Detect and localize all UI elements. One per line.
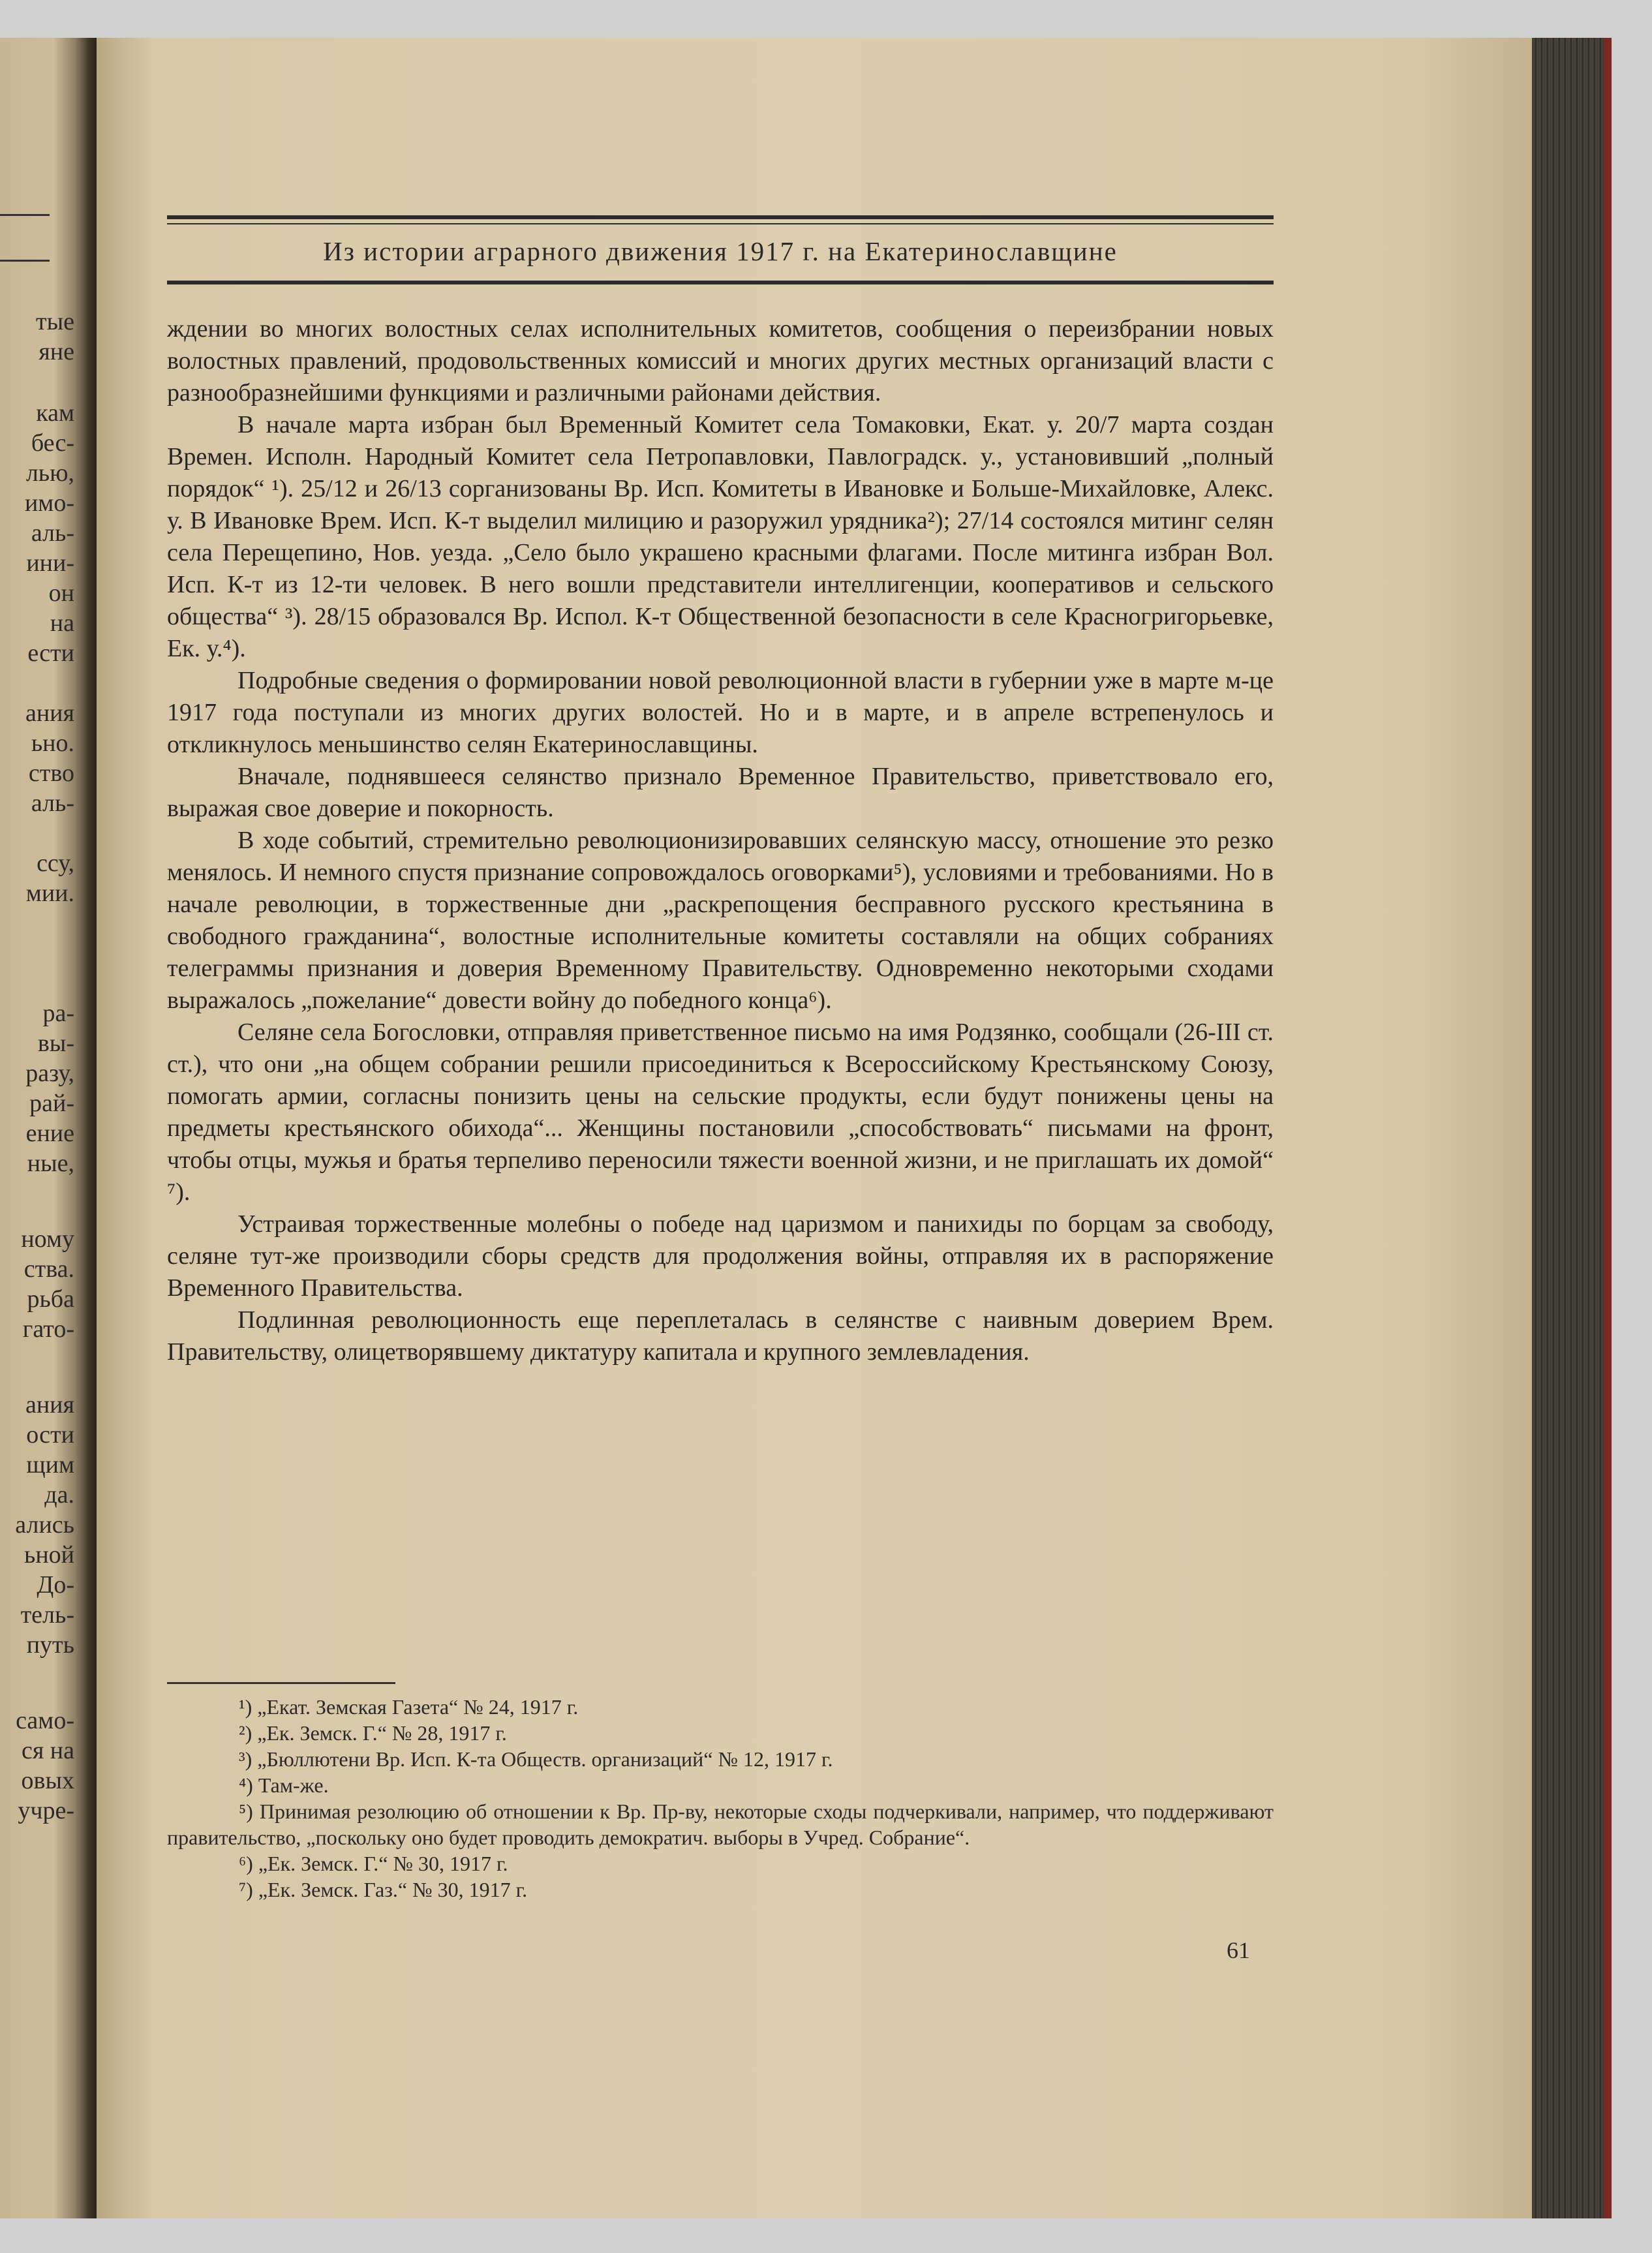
footnote xyxy=(167,1746,1274,1772)
left-page-edge xyxy=(0,38,97,2218)
header-title: Из истории аграрного движения 1917 г. на Екатеринославщине xyxy=(323,236,1118,266)
left-page-fragment: ные, xyxy=(27,1150,74,1177)
left-page-fragment: ение xyxy=(25,1120,74,1147)
left-page-fragment: разу, xyxy=(25,1060,74,1087)
left-page-fragment: ссу, xyxy=(37,850,74,877)
footnote-rule xyxy=(167,1682,395,1684)
footnote xyxy=(167,1720,1274,1746)
paragraph: Устраивая торжественные молебны о победе над царизмом и панихиды по борцам за свободу, селяне тут-же производили сборы средств для продолжения войны, отправляя их в распоряжение Временного Правительства. xyxy=(167,1210,1274,1302)
footnote-text: „Ек. Земск. Газ.“ № 30, 1917 г. xyxy=(258,1878,528,1901)
footnote-mark: ⁷) xyxy=(239,1878,253,1901)
left-page-fragment: да. xyxy=(44,1481,74,1509)
running-header xyxy=(167,215,1274,284)
left-page-fragment: тель- xyxy=(20,1601,74,1629)
footnote-text: „Екат. Земская Газета“ № 24, 1917 г. xyxy=(257,1695,579,1719)
left-page-fragment: ались xyxy=(15,1511,74,1539)
footnotes xyxy=(167,1694,1274,1903)
left-page-rule xyxy=(0,260,50,262)
left-page-fragment: лью, xyxy=(25,459,74,487)
left-page-fragment: рьба xyxy=(27,1285,74,1313)
left-page-fragment: ра- xyxy=(42,1000,74,1027)
footnote xyxy=(167,1772,1274,1798)
footnote-mark: ¹) xyxy=(239,1695,252,1719)
left-page-fragment: яне xyxy=(38,338,74,365)
left-page-fragment: тые xyxy=(35,308,74,335)
footnote xyxy=(167,1850,1274,1877)
footnote-mark: ³) xyxy=(239,1747,252,1771)
body-text xyxy=(167,313,1274,1368)
left-page-fragment: ному xyxy=(21,1225,74,1253)
paragraph: В ходе событий, стремительно революционизировавших селянскую массу, отношение это резко менялось. И немного спустя признание сопровождалось оговорками⁵), условиями и требованиями. Но в начале революции, в торжественные дни „раскрепощения бесправного русского крестьянина в свободного гражданина“, волостные исполнительные комитеты составляли на общих собраниях телеграммы признания и доверия Временному Правительству. Одновременно некоторыми сходами выражалось „пожелание“ довести войну до победного конца⁶). xyxy=(167,827,1274,1014)
paragraph: Селяне села Богословки, отправляя приветственное письмо на имя Родзянко, сообщали (26-III ст. ст.), что они „на общем собрании решили присоединиться к Всероссийскому Крестьянскому Союзу, помогать армии, согласны понизить цены на сельские продукты, если будут понижены цены на предметы крестьянского обихода“... Женщины постановили „способствовать“ письмами на фронт, чтобы отцы, мужья и братья терпеливо переносили тяжести военной жизни, и не приглашать их домой“ ⁷). xyxy=(167,1019,1274,1206)
left-page-fragment: рай- xyxy=(29,1090,74,1117)
left-page-fragment: ьной xyxy=(23,1541,74,1569)
footnote xyxy=(167,1877,1274,1903)
paragraph: ждении во многих волостных селах исполнительных комитетов, сообщения о переизбрании новых волостных правлений, продовольственных комиссий и многих других местных организаций власти с разнообразнейшими функциями и различными районами действия. xyxy=(167,315,1274,406)
left-page-fragment: вы- xyxy=(37,1030,74,1057)
left-page-fragment: ости xyxy=(26,1421,74,1448)
footnote-text: „Ек. Земск. Г.“ № 30, 1917 г. xyxy=(258,1852,508,1875)
left-page-fragment: До- xyxy=(37,1571,74,1599)
left-page-fragment: кам xyxy=(36,399,74,427)
footnote xyxy=(167,1694,1274,1720)
footnote-mark: ⁶) xyxy=(239,1852,253,1875)
left-page-fragment: мии. xyxy=(25,880,74,907)
left-page-fragment: овых xyxy=(21,1767,74,1794)
left-page-fragment: бес- xyxy=(31,429,74,457)
left-page-fragment: ство xyxy=(28,759,74,787)
left-page-fragment: аль- xyxy=(31,519,74,547)
left-page-fragment: гато- xyxy=(22,1315,74,1343)
footnote-mark: ⁴) xyxy=(239,1773,253,1797)
left-page-fragment: аль- xyxy=(31,789,74,817)
paragraph: Подлинная революционность еще переплеталась в селянстве с наивным доверием Врем. Правительству, олицетворявшему диктатуру капитала и крупного землевладения. xyxy=(167,1306,1274,1366)
left-page-fragment: само- xyxy=(16,1707,74,1734)
left-page-fragment: ания xyxy=(25,699,74,727)
left-page-fragment: на xyxy=(50,609,74,637)
paragraph: В начале марта избран был Временный Комитет села Томаковки, Екат. у. 20/7 марта создан Времен. Исполн. Народный Комитет села Петропавловки, Павлоградск. у., установивший „полный порядок“ ¹). 25/12 и 26/13 сорганизованы Вр. Исп. Комитеты в Ивановке и Больше-Михайловке, Алекс. у. В Ивановке Врем. Исп. К-т выделил милицию и разоружил урядника²); 27/14 состоялся митинг селян села Перещепино, Нов. уезда. „Село было украшено красными флагами. После митинга избран Вол. Исп. К-т из 12-ти человек. В него вошли представители интеллигенции, кооперативов и сельского общества“ ³). 28/15 образовался Вр. Испол. К-т Общественной безопасности в селе Красногригорьевке, Ек. у.⁴). xyxy=(167,411,1274,662)
footnote-text: Там-же. xyxy=(258,1773,329,1797)
footnote-mark: ⁵) xyxy=(239,1800,253,1823)
left-page-fragment: имо- xyxy=(24,489,74,517)
left-page-fragment: учре- xyxy=(18,1797,74,1824)
footnote-text: „Ек. Земск. Г.“ № 28, 1917 г. xyxy=(257,1721,507,1745)
left-page-fragment: он xyxy=(48,579,74,607)
footnote xyxy=(167,1798,1274,1850)
left-page-fragment: ания xyxy=(25,1391,74,1418)
left-page-fragment: ства. xyxy=(23,1255,74,1283)
left-page-fragment: ьно. xyxy=(31,729,74,757)
page-edges xyxy=(1532,38,1612,2218)
left-page-fragment: ини- xyxy=(26,549,74,577)
left-page-fragment: щим xyxy=(26,1451,74,1479)
left-page-fragment: путь xyxy=(26,1631,74,1659)
page-number: 61 xyxy=(1227,1937,1250,1963)
paragraph: Вначале, поднявшееся селянство признало Временное Правительство, приветствовало его, выражая свое доверие и покорность. xyxy=(167,763,1274,822)
left-page-fragment: ся на xyxy=(21,1737,74,1764)
left-page-rule xyxy=(0,214,50,216)
footnote-text: „Бюллютени Вр. Исп. К-та Обществ. организаций“ № 12, 1917 г. xyxy=(257,1747,833,1771)
left-page-fragment: ести xyxy=(27,639,74,667)
footnote-text: Принимая резолюцию об отношении к Вр. Пр-ву, некоторые сходы подчеркивали, например, что поддерживают правительство, „поскольку оно будет проводить демократич. выборы в Учред. Собрание“. xyxy=(167,1800,1274,1849)
paragraph: Подробные сведения о формировании новой революционной власти в губернии уже в марте м-це 1917 года поступали из многих других волостей. Но и в марте, и в апреле встрепенулось и откликнулось меньшинство селян Екатеринославщины. xyxy=(167,667,1274,758)
footnote-mark: ²) xyxy=(239,1721,252,1745)
